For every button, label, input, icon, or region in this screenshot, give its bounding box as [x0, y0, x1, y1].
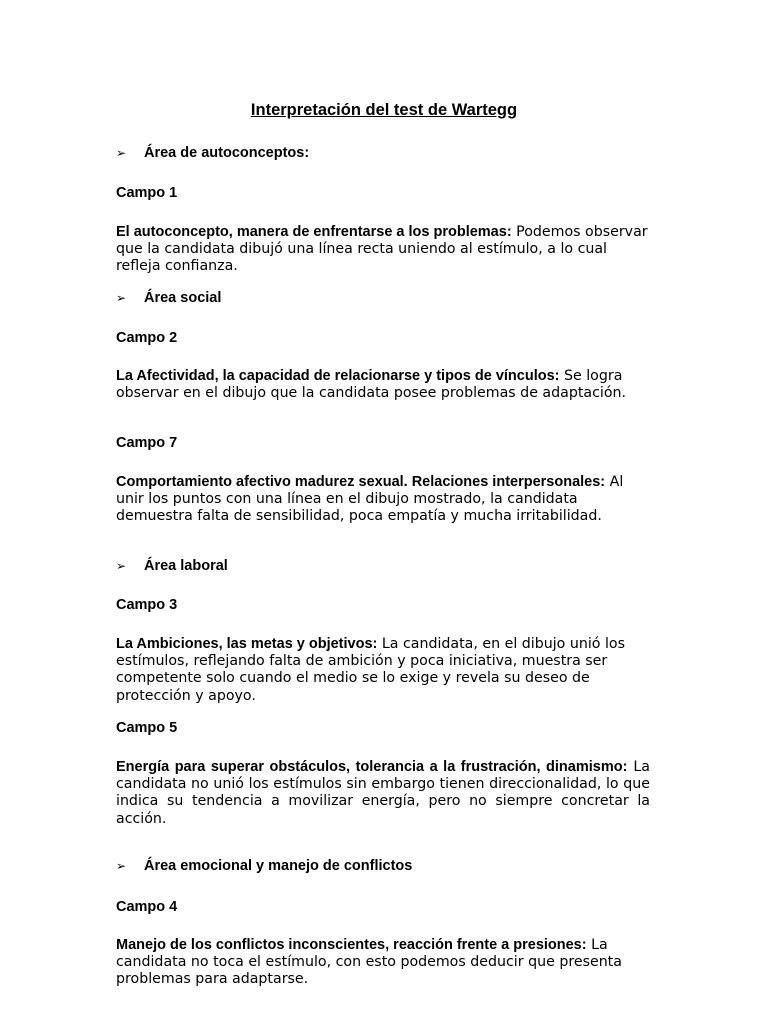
campo-4-text: La candidata no toca el estímulo, con esto podemos deducir que presenta problemas para adaptarse. — [116, 937, 622, 988]
area-label: Área de autoconceptos: — [144, 145, 310, 161]
arrow-bullet-icon: ➢ — [116, 859, 127, 873]
campo-7-text: Al unir los puntos con una línea en el dibujo mostrado, la candidata demuestra falta de sensibilidad, poca empatía y mucha irritabilidad. — [116, 474, 624, 525]
campo-3-paragraph — [116, 636, 650, 705]
area-label: Área emocional y manejo de conflictos — [144, 858, 413, 874]
campo-3-text: La candidata, en el dibujo unió los estímulos, reflejando falta de ambición y poca iniciativa, muestra ser competente solo cuando el medio se lo exige y revela su deseo de protección y apoyo. — [116, 636, 626, 704]
campo-1-heading: Campo 1 — [116, 185, 178, 201]
campo-5-paragraph — [116, 759, 650, 828]
campo-7-lead: Comportamiento afectivo madurez sexual. Relaciones interpersonales: — [116, 474, 606, 490]
arrow-bullet-icon: ➢ — [116, 291, 127, 305]
campo-1-text: Podemos observar que la candidata dibujó una línea recta uniendo al estímulo, a lo cual refleja confianza. — [116, 224, 648, 275]
campo-4-paragraph — [116, 937, 650, 989]
arrow-bullet-icon: ➢ — [116, 146, 127, 160]
campo-2-lead: La Afectividad, la capacidad de relacionarse y tipos de vínculos: — [116, 368, 560, 384]
campo-7-paragraph — [116, 474, 650, 526]
arrow-bullet-icon: ➢ — [116, 559, 127, 573]
campo-2-heading: Campo 2 — [116, 330, 178, 346]
campo-5-heading: Campo 5 — [116, 720, 178, 736]
campo-7-heading: Campo 7 — [116, 435, 178, 451]
campo-4-lead: Manejo de los conflictos inconscientes, reacción frente a presiones: — [116, 937, 587, 953]
campo-5-text: La candidata no unió los estímulos sin embargo tienen direccionalidad, lo que indica su tendencia a movilizar energía, pero no siempre concretar la acción. — [116, 759, 650, 827]
campo-1-lead: El autoconcepto, manera de enfrentarse a los problemas: — [116, 224, 512, 240]
campo-4-heading: Campo 4 — [116, 899, 178, 915]
campo-1-paragraph — [116, 224, 650, 276]
campo-2-paragraph — [116, 368, 650, 402]
area-heading-laboral — [116, 557, 650, 575]
campo-3-heading: Campo 3 — [116, 597, 178, 613]
campo-2-text: Se logra observar en el dibujo que la candidata posee problemas de adaptación. — [116, 368, 627, 402]
area-heading-autoconceptos — [116, 144, 650, 162]
document-title: Interpretación del test de Wartegg — [250, 101, 518, 119]
area-label: Área social — [144, 290, 222, 306]
area-label: Área laboral — [144, 558, 228, 574]
area-heading-social — [116, 289, 650, 307]
campo-5-lead: Energía para superar obstáculos, tolerancia a la frustración, dinamismo: — [116, 759, 628, 775]
area-heading-emocional — [116, 857, 650, 875]
campo-3-lead: La Ambiciones, las metas y objetivos: — [116, 636, 378, 652]
